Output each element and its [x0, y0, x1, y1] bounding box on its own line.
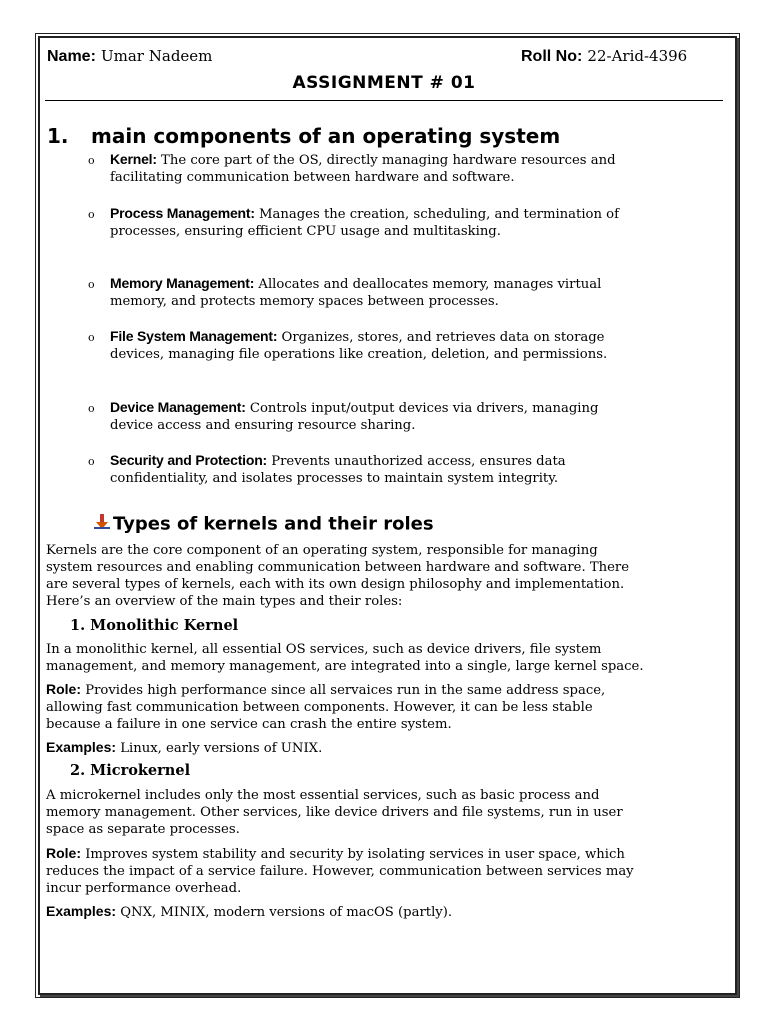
section-2-title: Types of kernels and their roles	[113, 513, 434, 535]
list-item-file-system-management: o File System Management: Organizes, stores, and retrieves data on storage devices, managing file operations like creation, deletion, and permissions.	[88, 328, 608, 362]
circle-bullet-icon: o	[88, 154, 95, 167]
circle-bullet-icon: o	[88, 278, 95, 291]
circle-bullet-icon: o	[88, 455, 95, 468]
monolithic-kernel-heading: 1. Monolithic Kernel	[70, 617, 239, 634]
roll-value: 22-Arid-4396	[587, 47, 688, 65]
roll-label: Roll No:	[521, 48, 583, 65]
kernels-intro-paragraph: Kernels are the core component of an operating system, responsible for managing system resources and enabling communication between hardware and software. There are several types of kernels, each with its own design philosophy and implementation. Here’s an overview of the main types and their roles:	[46, 543, 630, 609]
circle-bullet-icon: o	[88, 402, 95, 415]
header-divider	[45, 100, 723, 101]
name-value: Umar Nadeem	[101, 47, 213, 65]
name-field	[47, 46, 212, 66]
monolithic-role: Role: Provides high performance since all servaices run in the same address space, allowing fast communication between components. However, it can be less stable because a failure in one service can crash the entire system.	[46, 681, 606, 732]
list-item-memory-management: o Memory Management: Allocates and deallocates memory, manages virtual memory, and protects memory spaces between processes.	[88, 275, 602, 309]
list-item-process-management: o Process Management: Manages the creation, scheduling, and termination of processes, ensuring efficient CPU usage and multitasking.	[88, 205, 619, 239]
circle-bullet-icon: o	[88, 331, 95, 344]
section-1-number: 1.	[47, 124, 69, 148]
section-1-title: main components of an operating system	[91, 124, 561, 148]
list-item-kernel: o Kernel: The core part of the OS, directly managing hardware resources and facilitating communication between hardware and software.	[88, 151, 616, 185]
name-label: Name:	[47, 48, 96, 65]
microkernel-examples: Examples: QNX, MINIX, modern versions of macOS (partly).	[46, 903, 453, 920]
roll-field	[521, 46, 687, 66]
assignment-title: ASSIGNMENT # 01	[292, 73, 476, 93]
microkernel-role: Role: Improves system stability and security by isolating services in user space, which reduces the impact of a service failure. However, communication between services may incur performance overhead.	[46, 845, 634, 896]
list-item-security-protection: o Security and Protection: Prevents unauthorized access, ensures data confidentiality, and isolates processes to maintain system integrity.	[88, 452, 566, 486]
list-item-device-management: o Device Management: Controls input/output devices via drivers, managing device access and ensuring resource sharing.	[88, 399, 599, 433]
microkernel-description: A microkernel includes only the most essential services, such as basic process and memory management. Other services, like device drivers and file systems, run in user space as separate processes.	[46, 788, 623, 837]
monolithic-examples: Examples: Linux, early versions of UNIX.	[46, 739, 323, 756]
circle-bullet-icon: o	[88, 208, 95, 221]
arrow-down-bullet-icon	[93, 513, 113, 536]
section-1-heading	[47, 124, 560, 148]
monolithic-description: In a monolithic kernel, all essential OS services, such as device drivers, file system management, and memory management, are integrated into a single, large kernel space.	[46, 642, 644, 674]
section-2-heading	[93, 513, 434, 536]
microkernel-heading: 2. Microkernel	[70, 762, 191, 779]
